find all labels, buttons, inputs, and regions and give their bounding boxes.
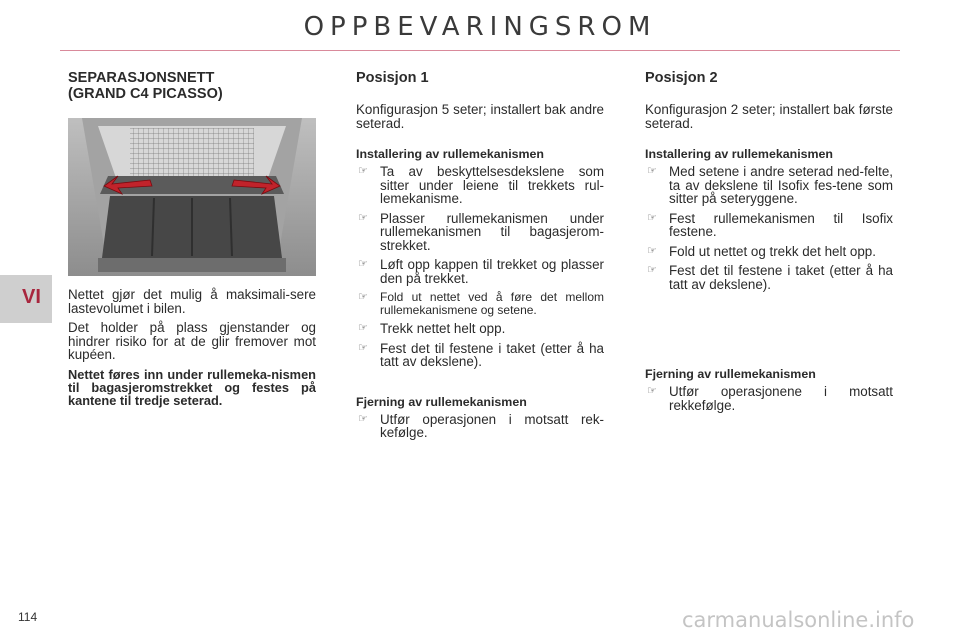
column-separation-net [68,70,316,413]
list-item: ☞ Utfør operasjonene i motsatt rekkefølge. [647,384,893,413]
list-item: ☞ Fold ut nettet ved å føre det mellom rullemekanismene og setene. [358,290,604,317]
install-steps-list [645,165,893,291]
intro-text: Konfigurasjon 5 seter; installert bak andre seterad. [356,102,604,131]
paragraph: Nettet gjør det mulig å maksimali-sere lastevolumet i bilen. [68,287,316,316]
title-divider [60,50,900,51]
column-position-2 [645,70,893,418]
pointing-hand-icon: ☞ [358,165,368,177]
pointing-hand-icon: ☞ [358,291,368,303]
chapter-label: VI [22,286,41,308]
list-item: ☞ Fest det til festene i taket (etter å ha tatt av dekslene). [647,263,893,292]
column-position-1 [356,70,604,446]
page-number: 114 [18,610,38,624]
pointing-hand-icon: ☞ [647,264,657,276]
pointing-hand-icon: ☞ [647,165,657,177]
section-heading: Posisjon 2 [645,70,718,86]
page-title: OPPBEVARINGSROM [303,12,657,42]
list-item: ☞ Løft opp kappen til trekket og plasser den på trekket. [358,257,604,286]
subheading: Fjerning av rullemekanismen [356,394,527,409]
list-item: ☞ Med setene i andre seterad ned-felte, ta av dekslene til Isofix fes-tene som sitter på seteryggene. [647,164,893,206]
removal-steps-list [645,385,893,412]
list-item: ☞ Fest rullemekanismen til Isofix festene. [647,210,893,239]
list-item: ☞ Utfør operasjonen i motsatt rek-kefølge. [358,411,604,440]
cargo-net-photo [68,118,316,276]
pointing-hand-icon: ☞ [358,211,368,224]
list-item: ☞ Plasser rullemekanismen under rullemekanismen til bagasjerom-strekket. [358,210,604,253]
list-item: ☞ Ta av beskyttelsesdekslene som sitter under leiene til trekkets rul-lemekanisme. [358,164,604,206]
subheading: Installering av rullemekanismen [356,147,545,161]
chapter-tab[interactable] [0,275,52,323]
pointing-hand-icon: ☞ [647,211,657,224]
list-item: ☞ Trekk nettet helt opp. [358,321,506,336]
pointing-hand-icon: ☞ [358,412,368,425]
list-item: ☞ Fold ut nettet og trekk det helt opp. [647,243,876,259]
subheading: Fjerning av rullemekanismen [645,367,816,381]
removal-steps-list [356,413,604,440]
watermark: carmanualsonline.info [682,608,915,632]
install-steps-list [356,165,604,369]
pointing-hand-icon: ☞ [358,322,368,334]
pointing-hand-icon: ☞ [358,341,368,354]
section-heading-line1: SEPARASJONSNETT [68,70,215,86]
pointing-hand-icon: ☞ [647,385,657,397]
paragraph: Det holder på plass gjenstander og hindrer risiko for at de glir fremover mot kupéen. [68,320,316,362]
list-item: ☞ Fest det til festene i taket (etter å ha tatt av dekslene). [358,340,604,369]
subheading: Installering av rullemekanismen [645,147,834,161]
pointing-hand-icon: ☞ [358,258,368,270]
pointing-hand-icon: ☞ [647,244,657,257]
paragraph-bold: Nettet føres inn under rullemeka-nismen til bagasjeromstrekket og festes på kantene til tredje seterad. [68,366,316,408]
intro-text: Konfigurasjon 2 seter; installert bak første seterad. [645,102,893,131]
section-heading-line2: (GRAND C4 PICASSO) [68,86,223,102]
section-heading [68,70,316,102]
section-heading: Posisjon 1 [356,70,429,86]
